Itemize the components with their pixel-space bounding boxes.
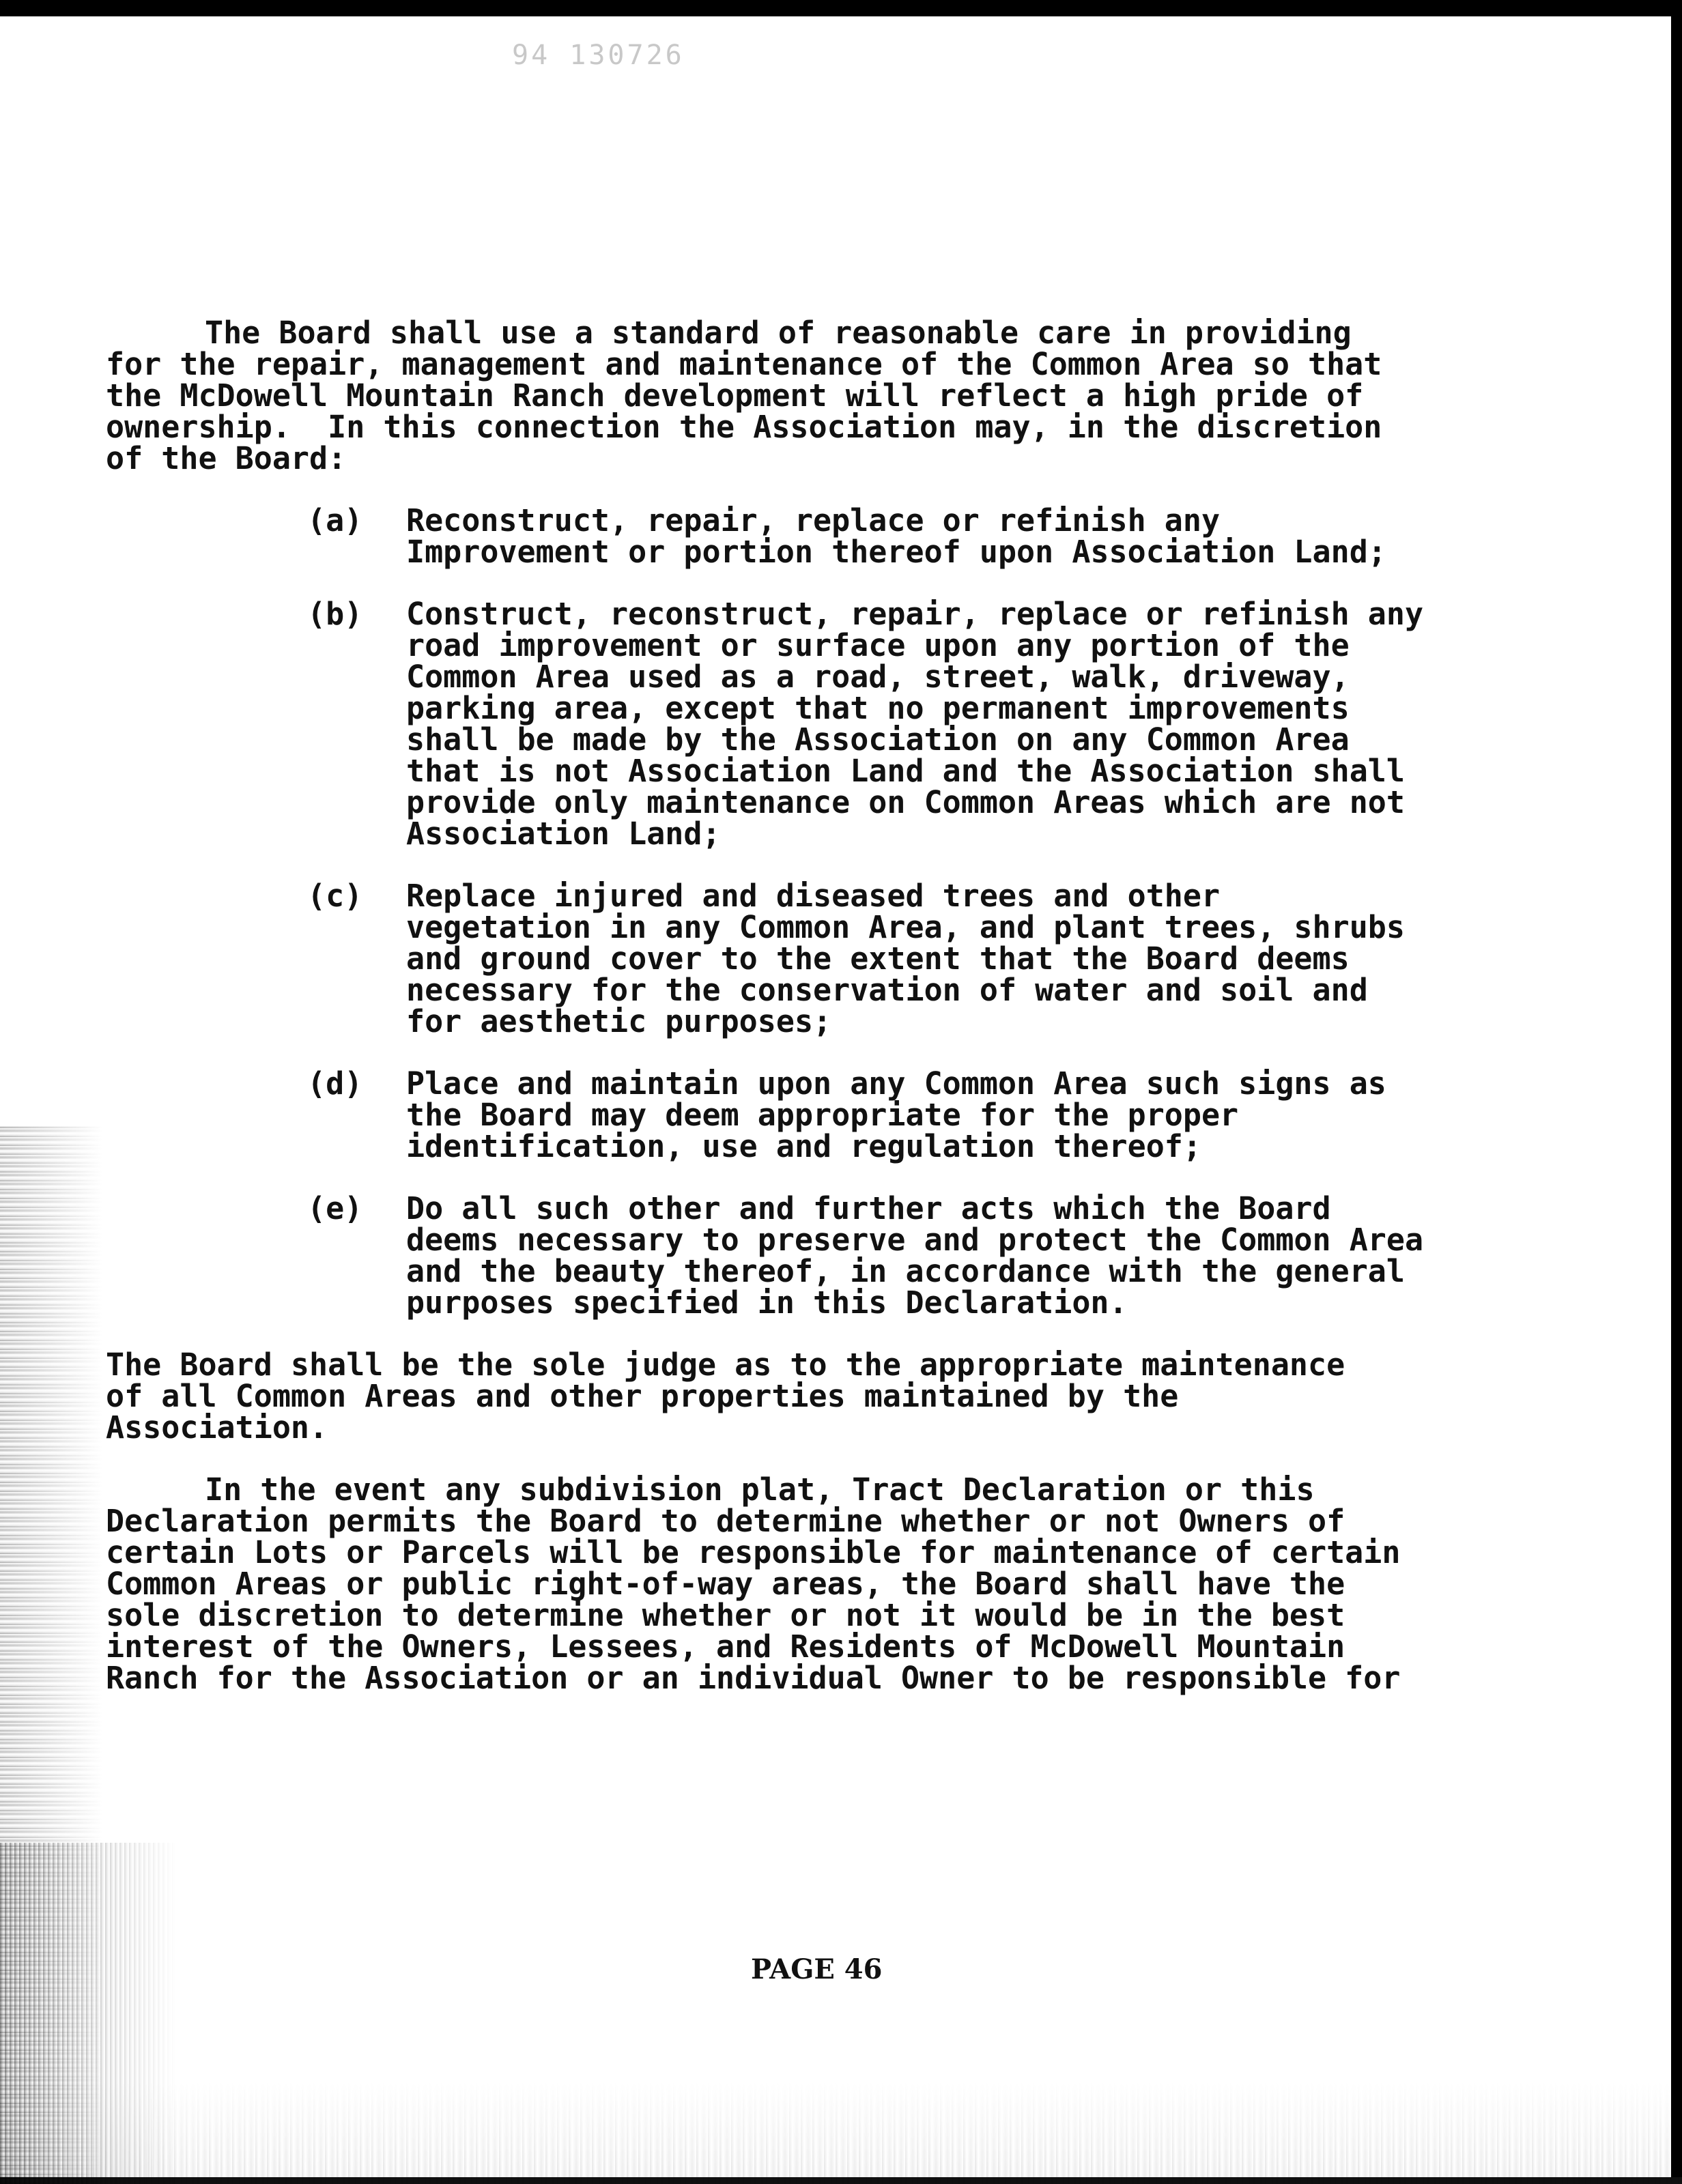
item-text: Place and maintain upon any Common Area such signs as the Board may deem appropriate for the proper identification, use and regulation thereof;	[406, 1065, 1386, 1164]
document-stamp: 94 130726	[512, 40, 685, 71]
item-label: (d)	[307, 1065, 363, 1102]
list-item	[307, 1190, 1505, 1321]
item-label: (b)	[307, 596, 363, 632]
item-text: Do all such other and further acts which the Board deems necessary to preserve and protect the Common Area and the beauty thereof, in accordance with the general purposes specified in this Declaration.	[406, 1190, 1424, 1321]
list-item	[307, 596, 1505, 852]
spacer	[106, 1443, 1505, 1474]
list-item	[307, 502, 1505, 570]
item-text: Replace injured and diseased trees and other vegetation in any Common Area, and plant trees, shrubs and ground cover to the extent that the Board deems necessary for the conservation of water and soil and for aesthetic purposes;	[406, 878, 1405, 1039]
scan-right-border	[1671, 0, 1682, 2184]
item-text: Construct, reconstruct, repair, replace or refinish any road improvement or surface upon any portion of the Common Area used as a road, street, walk, driveway, parking area, except that no permanent improvements shall be made by the Association on any Common Area that is not Association Land and the Association shall provide only maintenance on Common Areas which are not Association Land;	[406, 596, 1424, 852]
list-item	[307, 880, 1505, 1037]
page-number: PAGE 46	[751, 1953, 883, 1985]
item-label: (e)	[307, 1190, 363, 1226]
document-body	[106, 317, 1505, 1694]
intro-paragraph: The Board shall use a standard of reasonable care in providing for the repair, management and maintenance of the Common Area so that the McDowell Mountain Ranch development will reflect a high pride of ownership. In this connection the Association may, in the discretion of the Board:	[106, 315, 1382, 476]
item-text: Reconstruct, repair, replace or refinish any Improvement or portion thereof upon Association Land;	[406, 502, 1386, 570]
scan-top-border	[0, 0, 1682, 16]
item-label: (a)	[307, 502, 363, 538]
item-label: (c)	[307, 878, 363, 914]
scan-noise-bottom	[0, 2082, 1682, 2184]
list-item	[307, 1065, 1505, 1164]
event-paragraph: In the event any subdivision plat, Tract Declaration or this Declaration permits the Board to determine whether or not Owners of certain Lots or Parcels will be responsible for maintenance of certain Common Areas or public right-of-way areas, the Board shall have the sole discretion to determine whether or not it would be in the best interest of the Owners, Lessees, and Residents of McDowell Mountain Ranch for the Association or an individual Owner to be responsible for	[106, 1471, 1401, 1696]
spacer	[106, 1319, 1505, 1349]
judge-paragraph: The Board shall be the sole judge as to the appropriate maintenance of all Common Areas and other properties maintained by the Association.	[106, 1347, 1345, 1446]
